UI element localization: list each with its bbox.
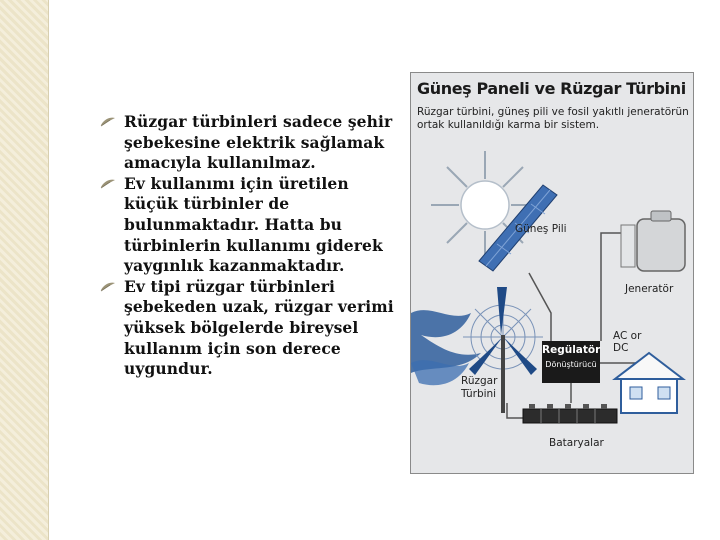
label-converter-line1: Regülatör bbox=[542, 344, 601, 356]
label-solar-cell: Güneş Pili bbox=[515, 223, 567, 235]
bullet-text: Ev kullanımı için üretilen küçük türbinler de bulunmaktadır. Hatta bu türbinlerin kullanımı giderek yaygınlık kazanmaktadır. bbox=[124, 173, 383, 276]
bullet-list bbox=[100, 112, 400, 380]
bullet-feather-icon bbox=[100, 281, 116, 292]
diagram-subtitle: Rüzgar türbini, güneş pili ve fosil yakıtlı jeneratörün ortak kullanıldığı karma bir sistem. bbox=[417, 106, 689, 131]
label-ac-dc: AC or DC bbox=[613, 330, 642, 354]
bullet-text: Rüzgar türbinleri sadece şehir şebekesine elektrik sağlamak amacıyla kullanılmaz. bbox=[124, 112, 393, 173]
bullet-feather-icon bbox=[100, 178, 116, 189]
diagram-graphics bbox=[411, 73, 694, 474]
decorative-left-band bbox=[0, 0, 48, 540]
sun-icon bbox=[431, 151, 539, 259]
label-wind-turbine: Rüzgar Türbini bbox=[461, 375, 498, 400]
generator-icon bbox=[621, 211, 685, 271]
left-band-edge bbox=[48, 0, 49, 540]
converter-box bbox=[542, 341, 600, 383]
diagram-title: Güneş Paneli ve Rüzgar Türbini bbox=[417, 79, 686, 98]
label-generator: Jeneratör bbox=[625, 283, 674, 295]
house-icon bbox=[615, 353, 683, 413]
hybrid-energy-diagram bbox=[410, 72, 694, 474]
bullet-item bbox=[100, 174, 400, 277]
label-batteries: Bataryalar bbox=[549, 437, 604, 449]
bullet-feather-icon bbox=[100, 116, 116, 127]
battery-icon bbox=[523, 404, 617, 423]
bullet-item bbox=[100, 277, 400, 380]
bullet-text: Ev tipi rüzgar türbinleri şebekeden uzak, rüzgar verimi yüksek bölgelerde bireysel kullanım için son derece uygundur. bbox=[124, 276, 394, 379]
label-converter-line2: Dönüştürücü bbox=[545, 360, 597, 369]
bullet-item bbox=[100, 112, 400, 174]
